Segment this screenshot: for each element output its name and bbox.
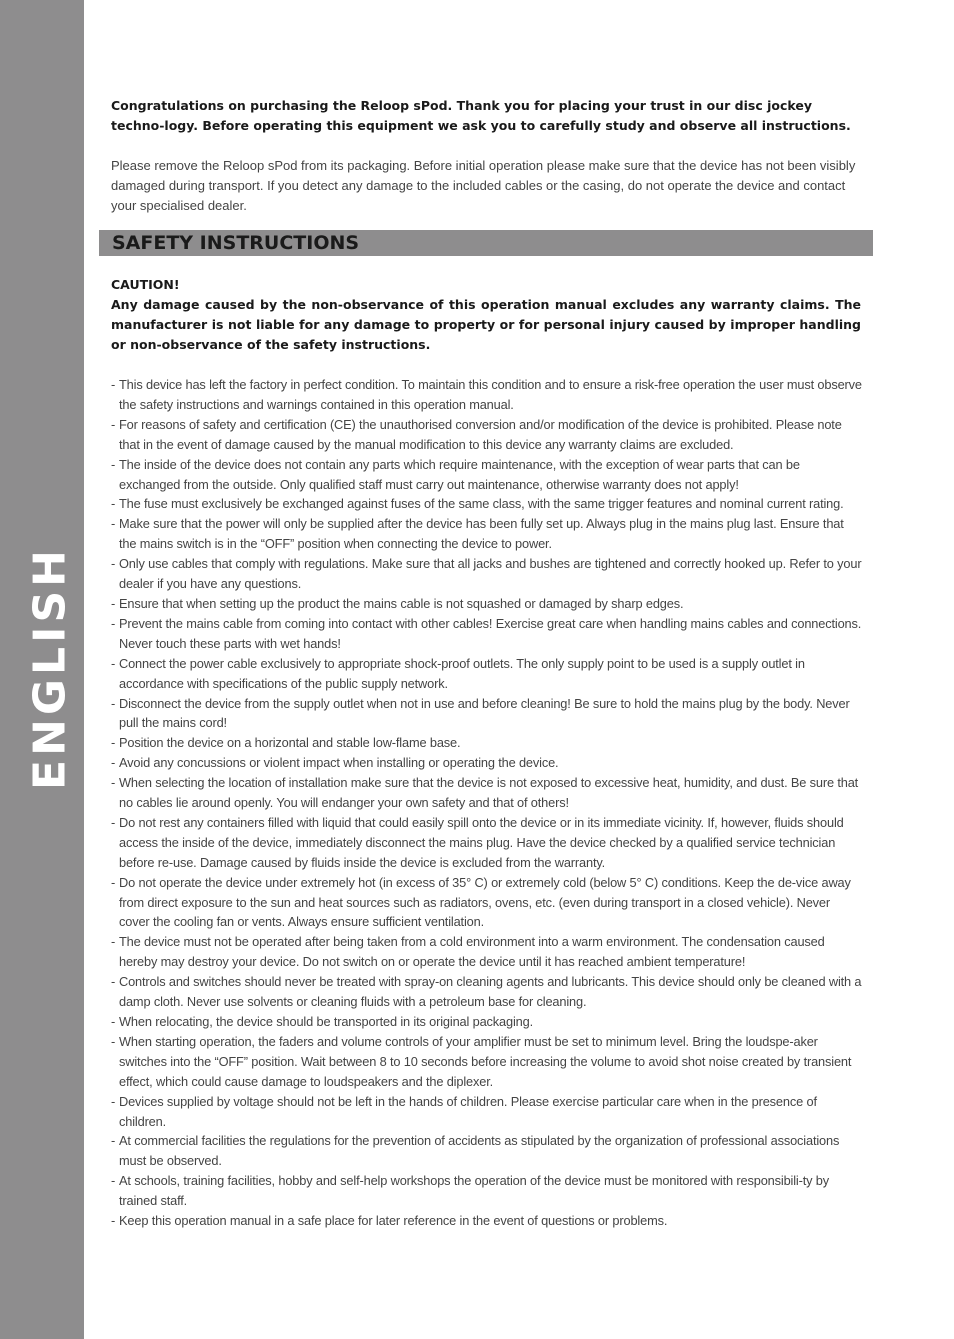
safety-instruction-text: Do not rest any containers filled with liquid that could easily spill onto the device or in its immediate vicinity. If, however, fluids should access the inside of the device, immediately disconnect the mains plug. Have the device checked by a qualified service technician before re-use. Damage caused by fluids inside the device is excluded from the warranty. xyxy=(119,814,844,870)
safety-instruction-text: At commercial facilities the regulations for the prevention of accidents as stipulated by the organization of professional associations must be observed. xyxy=(119,1133,840,1169)
safety-instruction-item xyxy=(111,1211,863,1231)
safety-instruction-text: When relocating, the device should be transported in its original packaging. xyxy=(119,1014,533,1029)
bullet-dash: - xyxy=(111,814,116,830)
safety-instruction-text: Prevent the mains cable from coming into contact with other cables! Exercise great care when handling mains cables and connections. Never touch these parts with wet hands! xyxy=(119,615,862,651)
safety-instruction-text: Make sure that the power will only be supplied after the device has been fully set up. Always plug in the mains plug last. Ensure that the mains switch is in the “OFF” position when connecting the device to power. xyxy=(119,516,844,552)
safety-instruction-item xyxy=(111,873,863,933)
safety-heading: SAFETY INSTRUCTIONS xyxy=(112,232,360,254)
safety-instruction-item xyxy=(111,614,863,654)
safety-instruction-item xyxy=(111,415,863,455)
safety-instruction-text: Position the device on a horizontal and stable low-flame base. xyxy=(119,735,461,751)
safety-instruction-text: For reasons of safety and certification (CE) the unauthorised conversion and/or modification of the device is prohibited. Please note that in the event of damage caused by the manual modification to this device any warranty claims are excluded. xyxy=(119,416,842,452)
bullet-dash: - xyxy=(111,655,116,671)
safety-instruction-text: Avoid any concussions or violent impact when installing or operating the device. xyxy=(119,755,559,771)
caution-block xyxy=(111,275,861,355)
safety-instruction-item xyxy=(111,733,863,753)
safety-instruction-text: This device has left the factory in perfect condition. To maintain this condition and to ensure a risk-free operation the user must observe the safety instructions and warnings contained in this operation manual. xyxy=(119,377,862,412)
safety-instruction-item xyxy=(111,1131,863,1171)
safety-instruction-text: Keep this operation manual in a safe place for later reference in the event of questions or problems. xyxy=(119,1213,668,1229)
bullet-dash: - xyxy=(111,556,116,572)
bullet-dash: - xyxy=(111,974,116,990)
safety-instruction-text: When starting operation, the faders and volume controls of your amplifier must be set to minimum level. Bring the loudspe-aker switches into the “OFF” position. Wait between 8 to 10 seconds before increasing the volume to avoid shot noise created by transient effect, which could cause damage to loudspeakers and the diplexer. xyxy=(119,1033,852,1089)
safety-instruction-text: Controls and switches should never be treated with spray-on cleaning agents and lubricants. This device should only be cleaned with a damp cloth. Never use solvents or cleaning fluids with a petroleum base for cleaning. xyxy=(119,974,862,1010)
bullet-dash: - xyxy=(111,934,116,950)
safety-instruction-item xyxy=(111,753,863,773)
bullet-dash: - xyxy=(111,874,116,890)
safety-heading-bar xyxy=(99,230,873,256)
language-label: ENGLISH xyxy=(24,546,76,790)
bullet-dash: - xyxy=(111,1014,116,1029)
bullet-dash: - xyxy=(111,496,116,512)
safety-instruction-item xyxy=(111,514,863,554)
bullet-dash: - xyxy=(111,456,116,472)
safety-instruction-item xyxy=(111,455,863,495)
language-sidebar xyxy=(0,0,84,1339)
safety-instruction-item xyxy=(111,773,863,813)
safety-instruction-item xyxy=(111,554,863,594)
safety-instruction-item xyxy=(111,494,863,514)
safety-instruction-item xyxy=(111,1171,863,1211)
bullet-dash: - xyxy=(111,615,116,631)
safety-instruction-text: At schools, training facilities, hobby and self-help workshops the operation of the device must be monitored with responsibili-ty by trained staff. xyxy=(119,1173,830,1209)
bullet-dash: - xyxy=(111,516,116,532)
safety-instruction-text: Disconnect the device from the supply outlet when not in use and before cleaning! Be sure to hold the mains plug by the body. Never pull the mains cord! xyxy=(119,695,850,731)
safety-instruction-item xyxy=(111,932,863,972)
caution-text: Any damage caused by the non-observance of this operation manual excludes any warranty claims. The manufacturer is not liable for any damage to property or for personal injury caused by improper handling or non-observance of the safety instructions. xyxy=(111,297,861,352)
bullet-dash: - xyxy=(111,1033,116,1049)
safety-instruction-item xyxy=(111,1012,863,1032)
safety-instruction-text: The fuse must exclusively be exchanged against fuses of the same class, with the same trigger features and nominal current rating. xyxy=(119,496,844,512)
safety-instruction-text: Ensure that when setting up the product the mains cable is not squashed or damaged by sharp edges. xyxy=(119,595,684,611)
safety-instruction-item xyxy=(111,654,863,694)
bullet-dash: - xyxy=(111,755,116,771)
safety-instruction-text: Do not operate the device under extremely hot (in excess of 35° C) or extremely cold (below 5° C) conditions. Keep the de-vice away from direct exposure to the sun and heat sources such as radiators, ovens, etc. (even during transport in a closed vehicle). Never cover the cooling fan or vents. Always ensure sufficient ventilation. xyxy=(119,874,851,930)
safety-instruction-item xyxy=(111,972,863,1012)
bullet-dash: - xyxy=(111,775,116,791)
bullet-dash: - xyxy=(111,695,116,711)
bullet-dash: - xyxy=(111,1213,116,1229)
safety-instruction-text: When selecting the location of installation make sure that the device is not exposed to excessive heat, humidity, and dust. Be sure that no cables lie around openly. You will endanger your own safety and that of others! xyxy=(119,775,859,811)
safety-instruction-text: Connect the power cable exclusively to appropriate shock-proof outlets. The only supply point to be used is a supply outlet in accordance with specifications of the public supply network. xyxy=(119,655,805,691)
caution-title: CAUTION! xyxy=(111,277,180,292)
bullet-dash: - xyxy=(111,735,116,751)
intro-unpacking-note: Please remove the Reloop sPod from its packaging. Before initial operation please make sure that the device has not been visibly damaged during transport. If you detect any damage to the included cables or the casing, do not operate the device and contact your specialised dealer. xyxy=(111,158,856,213)
safety-instruction-text: The device must not be operated after being taken from a cold environment into a warm environment. The condensation caused hereby may destroy your device. Do not switch on or operate the device until it has reached ambient temperature! xyxy=(119,934,825,970)
safety-instruction-text: Devices supplied by voltage should not be left in the hands of children. Please exercise particular care when in the presence of children. xyxy=(119,1093,817,1129)
intro-section xyxy=(111,96,863,216)
safety-instruction-item xyxy=(111,1092,863,1132)
safety-instructions-list xyxy=(111,375,863,1231)
bullet-dash: - xyxy=(111,377,116,392)
bullet-dash: - xyxy=(111,416,116,432)
bullet-dash: - xyxy=(111,1173,116,1189)
safety-instruction-item xyxy=(111,813,863,873)
safety-instruction-text: The inside of the device does not contain any parts which require maintenance, with the exception of wear parts that can be exchanged from the outside. Only qualified staff must carry out maintenance, otherwise warranty does not apply! xyxy=(119,456,800,492)
safety-instruction-item xyxy=(111,594,863,614)
safety-instruction-text: Only use cables that comply with regulations. Make sure that all jacks and bushes are tightened and correctly hooked up. Refer to your dealer if you have any questions. xyxy=(119,556,862,592)
bullet-dash: - xyxy=(111,595,116,611)
bullet-dash: - xyxy=(111,1093,116,1109)
safety-instruction-item xyxy=(111,1032,863,1092)
intro-congratulations: Congratulations on purchasing the Reloop sPod. Thank you for placing your trust in our disc jockey techno-logy. Before operating this equipment we ask you to carefully study and observe all instructions. xyxy=(111,98,851,133)
bullet-dash: - xyxy=(111,1133,116,1149)
safety-instruction-item xyxy=(111,694,863,734)
safety-instruction-item xyxy=(111,375,863,415)
